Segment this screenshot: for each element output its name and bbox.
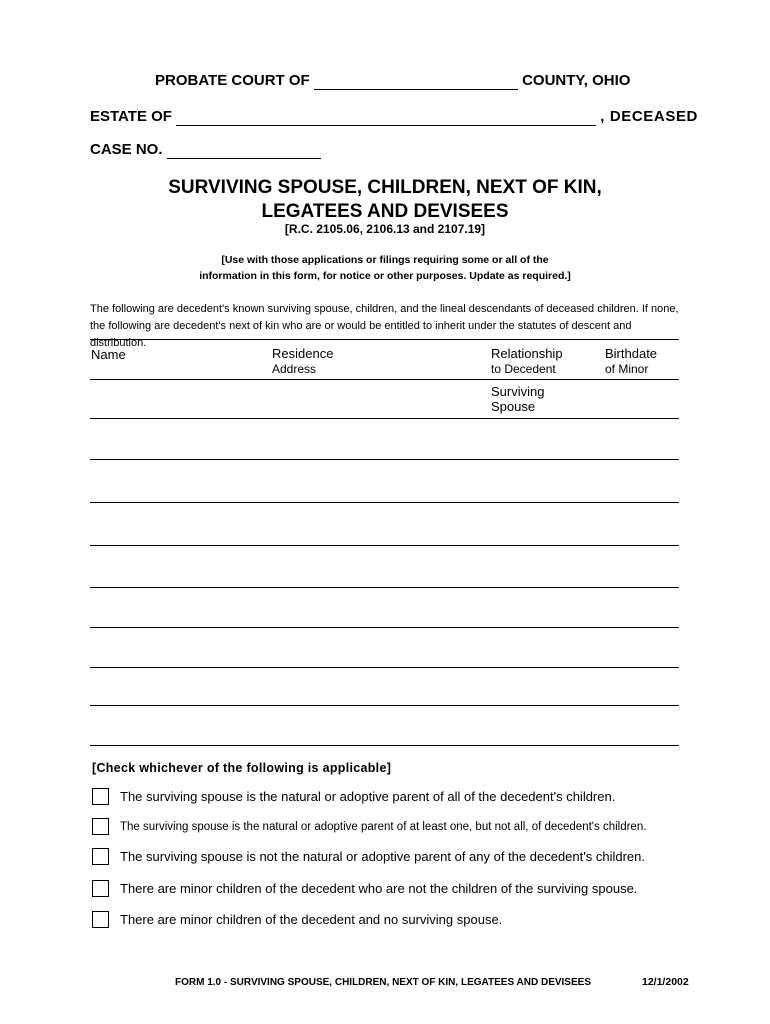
table-row[interactable] bbox=[90, 418, 679, 419]
footer-date: 12/1/2002 bbox=[642, 976, 689, 988]
table-row[interactable] bbox=[90, 502, 679, 503]
checklist-item bbox=[92, 848, 645, 865]
table-header-rule bbox=[90, 379, 679, 380]
form-title-line-1: SURVIVING SPOUSE, CHILDREN, NEXT OF KIN, bbox=[168, 177, 602, 198]
column-header-residence: Residence bbox=[272, 346, 334, 361]
surviving-spouse-label-2: Spouse bbox=[491, 399, 536, 414]
table-top-rule bbox=[90, 339, 679, 340]
deceased-label: , DECEASED bbox=[600, 108, 698, 125]
checklist-item bbox=[92, 788, 615, 805]
table-row[interactable] bbox=[90, 627, 679, 628]
column-subheader-address: Address bbox=[272, 362, 317, 376]
column-header-name: Name bbox=[91, 347, 126, 362]
checklist-item bbox=[92, 880, 637, 897]
probate-court-line bbox=[155, 72, 630, 90]
estate-line bbox=[90, 108, 698, 126]
county-ohio-label: COUNTY, OHIO bbox=[522, 72, 631, 89]
county-field[interactable] bbox=[314, 72, 518, 90]
checkbox[interactable] bbox=[92, 911, 109, 928]
checklist-item bbox=[92, 818, 646, 835]
probate-court-label: PROBATE COURT OF bbox=[155, 72, 310, 89]
column-header-relationship: Relationship bbox=[491, 346, 563, 361]
estate-name-field[interactable] bbox=[176, 108, 596, 126]
checkbox[interactable] bbox=[92, 788, 109, 805]
case-no-label: CASE NO. bbox=[90, 141, 163, 158]
column-subheader-to-decedent: to Decedent bbox=[491, 362, 556, 376]
checklist-item bbox=[92, 911, 502, 928]
checkbox[interactable] bbox=[92, 818, 109, 835]
instructions-line-1: [Use with those applications or filings requiring some or all of the bbox=[221, 254, 549, 266]
surviving-spouse-label-1: Surviving bbox=[491, 384, 545, 399]
column-subheader-of-minor: of Minor bbox=[605, 362, 649, 376]
table-row[interactable] bbox=[90, 705, 679, 706]
checkbox[interactable] bbox=[92, 848, 109, 865]
table-row[interactable] bbox=[90, 459, 679, 460]
column-header-birthdate: Birthdate bbox=[605, 346, 658, 361]
table-row[interactable] bbox=[90, 587, 679, 588]
table-row[interactable] bbox=[90, 545, 679, 546]
statute-reference: [R.C. 2105.06, 2106.13 and 2107.19] bbox=[284, 222, 486, 236]
checklist-heading: [Check whichever of the following is applicable] bbox=[92, 761, 392, 775]
checklist-item-label: The surviving spouse is the natural or adoptive parent of at least one, but not all, of decedent's children. bbox=[120, 820, 647, 833]
table-row[interactable] bbox=[90, 745, 679, 746]
checklist-item-label: The surviving spouse is the natural or adoptive parent of all of the decedent's children. bbox=[120, 789, 616, 804]
footer-form-name: FORM 1.0 - SURVIVING SPOUSE, CHILDREN, NEXT OF KIN, LEGATEES AND DEVISEES bbox=[175, 977, 591, 988]
case-number-field[interactable] bbox=[167, 141, 321, 159]
table-row[interactable] bbox=[90, 667, 679, 668]
intro-paragraph: The following are decedent's known surviving spouse, children, and the lineal descendants of deceased children. If none, the following are decedent's next of kin who are or would be entitled to inherit under the statutes of descent and distribution. bbox=[90, 303, 679, 349]
estate-of-label: ESTATE OF bbox=[90, 108, 172, 125]
checklist-item-label: There are minor children of the decedent who are not the children of the surviving spouse. bbox=[120, 881, 638, 896]
checkbox[interactable] bbox=[92, 880, 109, 897]
case-number-line bbox=[90, 141, 321, 159]
checklist-item-label: There are minor children of the decedent and no surviving spouse. bbox=[120, 912, 503, 927]
instructions-line-2: information in this form, for notice or other purposes. Update as required.] bbox=[199, 270, 571, 282]
checklist-item-label: The surviving spouse is not the natural or adoptive parent of any of the decedent's children. bbox=[120, 849, 645, 864]
form-title-line-2: LEGATEES AND DEVISEES bbox=[261, 201, 509, 222]
